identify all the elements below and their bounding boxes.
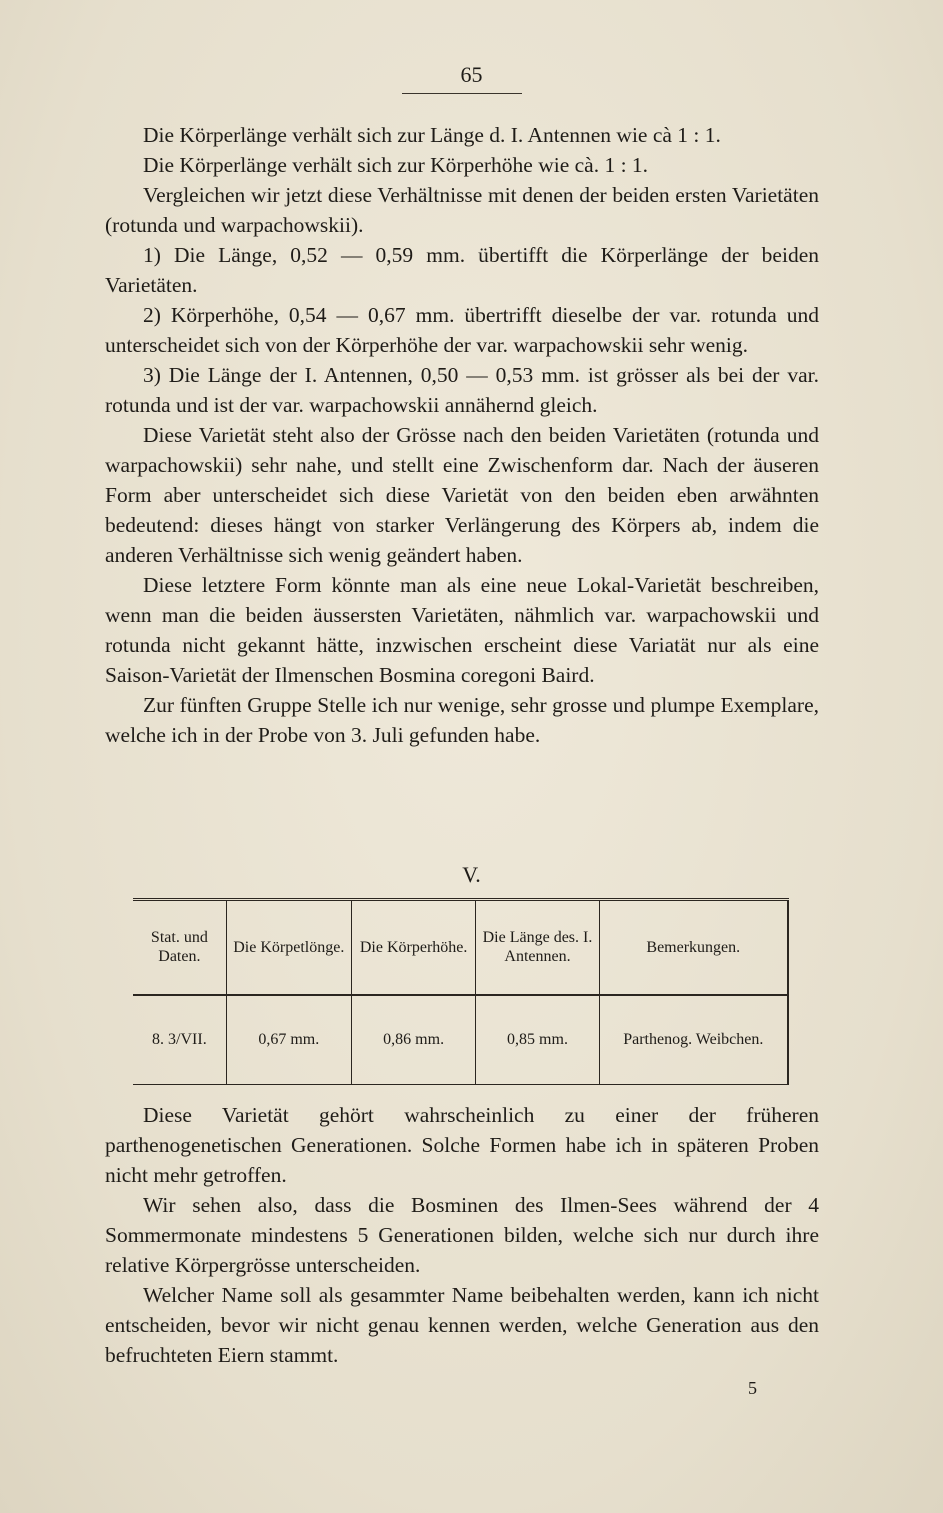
signature-mark: 5 (748, 1378, 757, 1398)
page-number-rule (402, 93, 522, 94)
page-number: 65 (460, 62, 483, 87)
paragraph: Diese letztere Form könnte man als eine neue Lokal-Varietät beschreiben, wenn man die beiden äussersten Varietäten, nähmlich var. warpachowskii und rotunda nicht gekannt hätte, inzwischen erscheint diese Variatät nur als eine Saison-Varietät der Ilmenschen Bosmina coregoni Baird. (105, 573, 819, 687)
paragraph: Diese Varietät gehört wahrscheinlich zu einer der früheren parthenogenetischen Generationen. Solche Formen habe ich in späteren Proben nicht mehr getroffen. (105, 1103, 819, 1187)
paragraph: Die Körperlänge verhält sich zur Länge d. I. Antennen wie cà 1 : 1. (143, 123, 721, 147)
table-caption: V. (462, 862, 481, 887)
table-cell: 8. 3/VII. (133, 995, 226, 1085)
column-header: Die Körperhöhe. (351, 900, 476, 995)
paragraph: Diese Varietät steht also der Grösse nach den beiden Varietäten (rotunda und warpachowskii) sehr nahe, und stellt eine Zwischenform dar. Nach der äuseren Form aber unterscheidet sich diese Varietät von den beiden eben arwähnten bedeutend: dieses hängt von starker Verlängerung des Körpers ab, indem die anderen Verhältnisse sich wenig geändert haben. (105, 423, 819, 567)
paragraph: 2) Körperhöhe, 0,54 — 0,67 mm. übertrifft dieselbe der var. rotunda und unterscheidet sich von der Körperhöhe der var. warpachowskii sehr wenig. (105, 303, 819, 357)
table-cell: 0,86 mm. (351, 995, 476, 1085)
table-cell: 0,67 mm. (226, 995, 351, 1085)
paragraph: 3) Die Länge der I. Antennen, 0,50 — 0,53 mm. ist grösser als bei der var. rotunda und ist der var. warpachowskii annähernd gleich. (105, 363, 819, 417)
paragraph: Wir sehen also, dass die Bosminen des Ilmen-Sees während der 4 Sommermonate mindestens 5 Generationen bilden, welche sich nur durch ihre relative Körpergrösse unterscheiden. (105, 1193, 819, 1277)
paragraph: 1) Die Länge, 0,52 — 0,59 mm. übertifft die Körperlänge der beiden Varietäten. (105, 243, 819, 297)
body-text (105, 120, 819, 750)
column-header: Die Länge des. I. Antennen. (476, 900, 599, 995)
column-header: Bemerkungen. (599, 900, 788, 995)
paragraph: Welcher Name soll als gesammter Name beibehalten werden, kann ich nicht entscheiden, bevor wir nicht genau kennen werden, welche Generation aus den befruchteten Eiern stammt. (105, 1283, 819, 1367)
table-cell: Parthenog. Weibchen. (599, 995, 788, 1085)
paragraph: Vergleichen wir jetzt diese Verhältnisse mit denen der beiden ersten Varietäten (rotunda und warpachowskii). (105, 183, 819, 237)
table-row (133, 995, 788, 1085)
paragraph: Die Körperlänge verhält sich zur Körperhöhe wie cà. 1 : 1. (143, 153, 649, 177)
column-header: Die Körpetlönge. (226, 900, 351, 995)
column-header: Stat. und Daten. (133, 900, 226, 995)
measurement-table (133, 898, 789, 1085)
table-header-row (133, 900, 788, 995)
closing-text (105, 1100, 819, 1370)
paragraph: Zur fünften Gruppe Stelle ich nur wenige, sehr grosse und plumpe Exemplare, welche ich in der Probe von 3. Juli gefunden habe. (105, 693, 819, 747)
table-cell: 0,85 mm. (476, 995, 599, 1085)
